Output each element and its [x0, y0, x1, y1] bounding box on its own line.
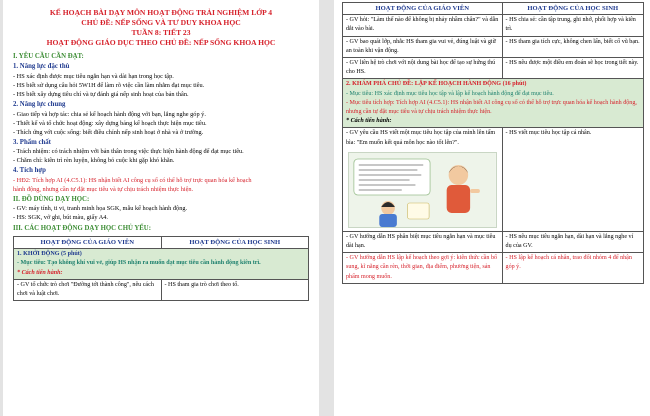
warmup-section — [14, 249, 309, 280]
teacher-activity: - GV hướng dẫn HS lập kế hoạch theo gợi ý: kiên thức cần bổ sung, kĩ năng cần rèn, thời gian, địa điểm, phương tiện, sản phẩm mong muốn. — [343, 253, 503, 284]
warmup-goal: - Mục tiêu: Tạo không khí vui vẻ, giúp HS nhận ra muốn đạt mục tiêu cần hành động kiên trì. — [17, 260, 261, 267]
subsection-specific-competence: 1. Năng lực đặc thù — [13, 63, 70, 71]
activities-table-continued — [342, 2, 644, 284]
student-activity: - HS chia sẻ: cần tập trung, ghi nhớ, phối hợp và kiên trì. — [502, 15, 643, 36]
lesson-title: KẾ HOẠCH BÀI DẠY MÔN HOẠT ĐỘNG TRẢI NGHIỆM LỚP 4 — [49, 8, 273, 17]
explore-title: 2. KHÁM PHÁ CHỦ ĐỀ: LẬP KẾ HOẠCH HÀNH ĐỘNG (16 phút) — [346, 81, 527, 88]
explore-how: * Cách tiến hành: — [346, 118, 392, 125]
explore-section — [343, 79, 644, 128]
text-line: - HS xác định được mục tiêu ngắn hạn và dài hạn trong học tập. — [13, 72, 174, 80]
student-column-header: HOẠT ĐỘNG CỦA HỌC SINH — [502, 3, 643, 15]
section-activities: III. CÁC HOẠT ĐỘNG DẠY HỌC CHỦ YẾU: — [13, 224, 151, 232]
textbook-illustration — [348, 152, 497, 228]
text-line: - Thiết kế và tổ chức hoạt động: xây dựng bảng kế hoạch thực hiện mục tiêu. — [13, 119, 207, 127]
text-line: - HS biết xây dựng tiêu chí và tự đánh giá nếp sinh hoạt của bản thân. — [13, 91, 189, 98]
activity-title: HOẠT ĐỘNG GIÁO DỤC THEO CHỦ ĐỀ: NẾP SỐNG KHOA HỌC — [46, 38, 276, 47]
student-column-header: HOẠT ĐỘNG CỦA HỌC SINH — [161, 236, 309, 248]
text-line: - Giao tiếp và hợp tác: chia sẻ kế hoạch hành động với bạn, lắng nghe góp ý. — [13, 110, 206, 118]
ai-integration-line: - HĐ2: Tích hợp AI (4.C5.1): HS nhận biết AI công cụ số có thể hỗ trợ trực quan hóa kế hoạch — [13, 176, 252, 184]
text-line: - GV: máy tính, ti vi, tranh minh họa SGK, mẫu kế hoạch hành động. — [13, 205, 188, 213]
student-activity: - HS nêu được một điều em đoán sẽ học trong tiết này. — [502, 58, 643, 79]
activities-table — [13, 236, 309, 301]
topic-title: CHỦ ĐỀ: NẾP SỐNG VÀ TƯ DUY KHOA HỌC — [81, 18, 241, 27]
text-line: - Trách nhiệm: có trách nhiệm với bản thân trong việc thực hiện hành động để đạt mục tiêu. — [13, 148, 244, 156]
document-page-right — [334, 0, 650, 416]
subsection-qualities: 3. Phẩm chất — [13, 138, 51, 146]
teacher-column-header: HOẠT ĐỘNG CỦA GIÁO VIÊN — [14, 236, 162, 248]
illustration-drawing — [349, 153, 496, 227]
teacher-activity: - GV tổ chức trò chơi "Đường tới thành công", nêu cách chơi và luật chơi. — [14, 279, 162, 300]
document-page-left — [3, 0, 319, 416]
explore-ai-goal: - Mục tiêu tích hợp: Tích hợp AI (4.C5.1): HS nhận biết AI công cụ số có thể hỗ trợ trực quan hóa kế hoạch hành động, nhưng cần tự đặt mục tiêu và tự chịu trách nhiệm thực hiện. — [346, 99, 637, 116]
section-requirements: I. YÊU CẦU CẦN ĐẠT: — [13, 53, 84, 60]
warmup-how: * Cách tiến hành: — [17, 269, 63, 276]
student-activity: - HS tham gia trò chơi theo tổ. — [161, 279, 309, 300]
teacher-column-header: HOẠT ĐỘNG CỦA GIÁO VIÊN — [343, 3, 503, 15]
text-line: - Chăm chỉ: kiên trì rèn luyện, không bỏ cuộc khi gặp khó khăn. — [13, 157, 175, 165]
subsection-general-competence: 2. Năng lực chung — [13, 101, 66, 109]
ai-integration-line: hành động, nhưng cần tự đặt mục tiêu và tự chịu trách nhiệm thực hiện. — [13, 185, 194, 193]
subsection-integration: 4. Tích hợp — [13, 167, 46, 175]
teacher-activity: - GV hỏi: "Làm thế nào để không bị nhảy nhầm chân?" và dẫn dắt vào bài. — [343, 15, 503, 36]
teacher-activity: - GV bao quát lớp, nhắc HS tham gia vui vẻ, đúng luật và giữ an toàn khi vận động. — [343, 36, 503, 57]
teacher-activity: - GV hướng dẫn HS phân biệt mục tiêu ngắn hạn và mục tiêu dài hạn. — [343, 231, 503, 252]
student-activity: - HS tham gia tích cực, không chen lấn, biết cổ vũ bạn. — [502, 36, 643, 57]
text-line: - Thích ứng với cuộc sống: biết điều chỉnh nếp sinh hoạt ở nhà và ở trường. — [13, 128, 204, 136]
explore-goal: - Mục tiêu: HS xác định mục tiêu học tập và lập kế hoạch hành động để đạt mục tiêu. — [346, 90, 554, 97]
text-line: - HS biết sử dụng câu hỏi 5W1H để làm rõ việc cần làm nhằm đạt mục tiêu. — [13, 81, 205, 89]
student-activity: - HS lập kế hoạch cá nhân, trao đổi nhóm 4 để nhận góp ý. — [502, 253, 643, 284]
teacher-activity: - GV liên hệ trò chơi với nội dung bài học để tạo sự hứng thú cho HS. — [343, 58, 503, 79]
text-line: - HS: SGK, vở ghi, bút màu, giấy A4. — [13, 214, 108, 222]
section-materials: II. ĐỒ DÙNG DẠY HỌC: — [13, 195, 90, 203]
teacher-activity — [343, 128, 503, 231]
warmup-title: 1. KHỞI ĐỘNG (5 phút) — [17, 251, 82, 258]
student-activity: - HS nêu mục tiêu ngắn hạn, dài hạn và lắng nghe ví dụ của GV. — [502, 231, 643, 252]
teacher-activity-text: - GV yêu cầu HS viết một mục tiêu học tập của mình lên tấm bìa: "Em muốn kết quả môn học nào tốt lên?". — [346, 130, 496, 146]
student-activity: - HS viết mục tiêu học tập cá nhân. — [502, 128, 643, 231]
week-lesson: TUẦN 8: TIẾT 23 — [131, 28, 191, 37]
